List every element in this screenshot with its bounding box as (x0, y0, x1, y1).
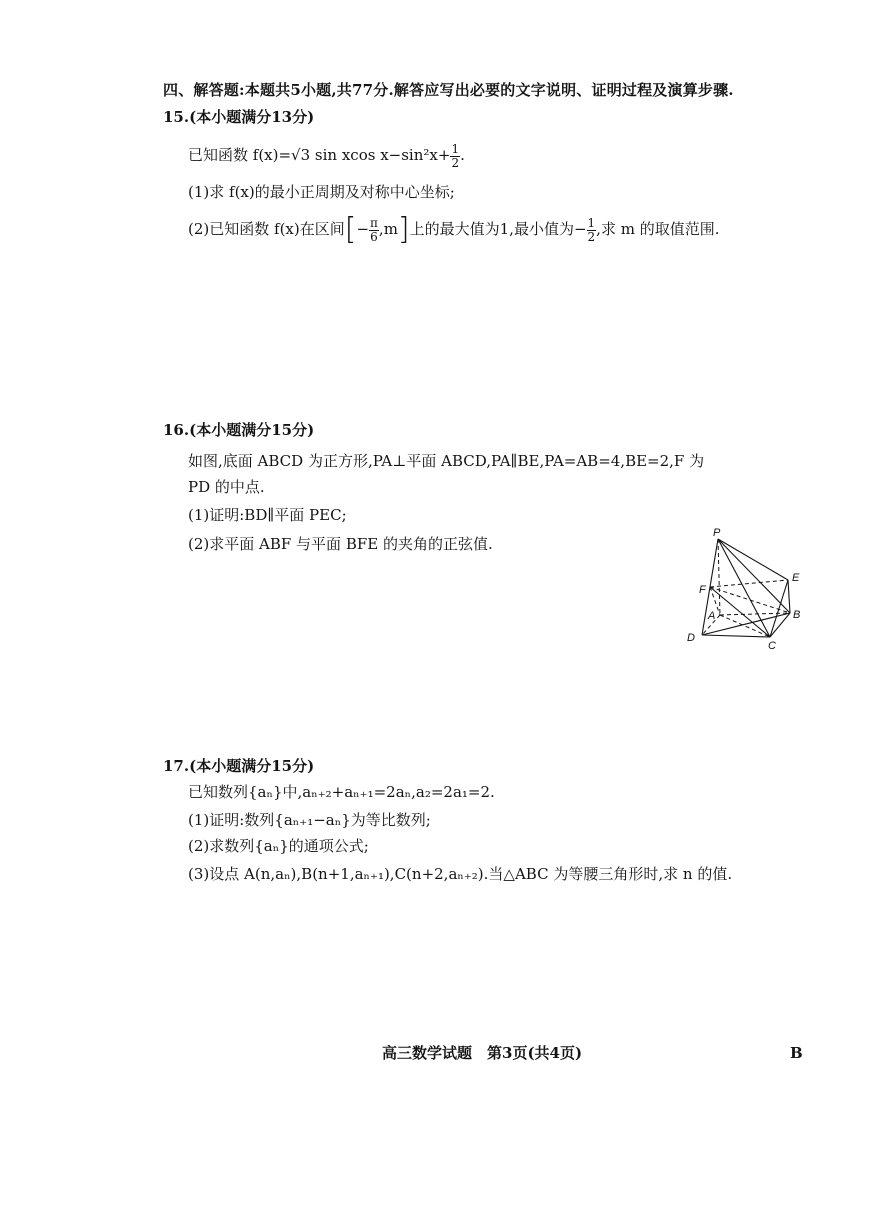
q15-interval-fraction (369, 217, 379, 244)
section-header: 四、解答题:本题共5小题,共77分.解答应写出必要的文字说明、证明过程及演算步骤. (163, 81, 734, 99)
q16-stem-line1: 如图,底面 ABCD 为正方形,PA⊥平面 ABCD,PA∥BE,PA=AB=4,BE=2,F 为 (188, 452, 705, 470)
q15-stem-frac-den: 2 (451, 155, 460, 170)
edge-AC (720, 615, 770, 637)
q15-min-frac-den: 2 (587, 229, 596, 244)
footer-version: B (790, 1044, 803, 1062)
edge-FE (710, 580, 788, 587)
q15-part2-suffix: ,求 m 的取值范围. (596, 220, 720, 238)
footer-page-label: 高三数学试题 第3页(共4页) (382, 1044, 583, 1062)
label-C: C (768, 640, 776, 652)
label-E: E (792, 572, 800, 584)
label-P: P (713, 527, 721, 539)
q17-title: 17.(本小题满分15分) (163, 757, 315, 775)
q15-stem-fraction (450, 143, 460, 170)
q15-interval-neg: − (356, 220, 370, 238)
q17-stem: 已知数列{aₙ}中,aₙ₊₂+aₙ₊₁=2aₙ,a₂=2a₁=2. (188, 783, 495, 801)
q15-min-fraction (587, 217, 597, 244)
q15-interval-close-bracket: ] (397, 212, 410, 247)
edge-PB (718, 539, 790, 613)
label-A: A (708, 610, 716, 622)
q15-part1: (1)求 f(x)的最小正周期及对称中心坐标; (188, 183, 455, 201)
q15-part2-mid: 上的最大值为1,最小值为− (409, 220, 587, 238)
label-D: D (687, 632, 695, 644)
q15-title: 15.(本小题满分13分) (163, 108, 315, 126)
edge-FC (710, 587, 770, 637)
edge-AB (720, 613, 790, 615)
edge-PA (718, 539, 720, 615)
q16-part1: (1)证明:BD∥平面 PEC; (188, 506, 347, 524)
q15-stem (188, 140, 465, 170)
q17-part2: (2)求数列{aₙ}的通项公式; (188, 837, 369, 855)
label-F: F (699, 584, 706, 596)
q15-min-frac-num: 1 (587, 215, 596, 230)
q15-interval-open-bracket: [ (344, 212, 357, 247)
q15-interval-m: ,m (378, 220, 398, 238)
q15-part2 (188, 212, 719, 246)
q16-stem-line2: PD 的中点. (188, 478, 265, 496)
edge-BE (788, 580, 790, 613)
q16-title: 16.(本小题满分15分) (163, 421, 315, 439)
q17-part1: (1)证明:数列{aₙ₊₁−aₙ}为等比数列; (188, 811, 431, 829)
edge-DC (702, 635, 770, 637)
q15-stem-text: 已知函数 f(x)=√3 sin xcos x−sin²x+ (188, 146, 451, 164)
q16-pyramid-figure (680, 525, 820, 655)
q15-interval-frac-den: 6 (370, 229, 378, 244)
q15-stem-frac-num: 1 (451, 141, 460, 156)
label-B: B (793, 609, 801, 621)
q15-part2-prefix: (2)已知函数 f(x)在区间 (188, 220, 345, 238)
edge-CB (770, 613, 790, 637)
q15-interval-frac-num: π (370, 215, 378, 230)
q17-part3: (3)设点 A(n,aₙ),B(n+1,aₙ₊₁),C(n+2,aₙ₊₂).当△ABC 为等腰三角形时,求 n 的值. (188, 865, 733, 883)
q16-part2: (2)求平面 ABF 与平面 BFE 的夹角的正弦值. (188, 535, 493, 553)
q15-stem-suffix: . (460, 146, 465, 164)
